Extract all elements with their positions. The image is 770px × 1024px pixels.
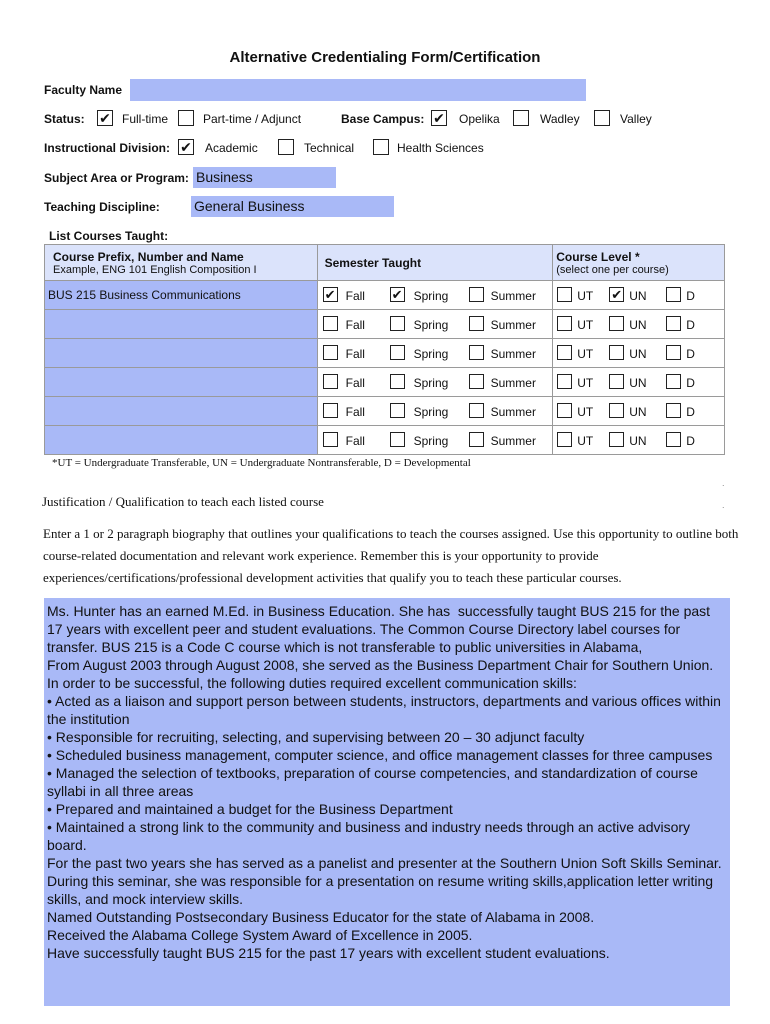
status-label: Status: [44,112,85,126]
semester-header-title: Semester Taught [324,255,422,270]
biography-line: Named Outstanding Postsecondary Business Educator for the state of Alabama in 2008. [47,909,595,925]
level-un-label: UN [629,347,647,361]
semester-summer-label: Summer [490,405,536,419]
level-un-checkbox[interactable] [609,316,624,331]
campus-valley-label: Valley [620,112,652,126]
semester-spring-checkbox[interactable]: ✔ [390,287,405,302]
level-d-label: D [686,289,695,303]
semester-fall-checkbox[interactable] [323,316,338,331]
semester-spring-checkbox[interactable] [390,432,405,447]
biography-line: • Maintained a strong link to the community and business and industry needs through an active advisory board. [47,819,694,853]
subject-field[interactable]: Business [193,167,336,188]
course-name-header [45,245,318,281]
biography-line: Have successfully taught BUS 215 for the past 17 years with excellent student evaluations. [47,945,610,961]
level-ut-checkbox[interactable] [557,345,572,360]
semester-spring-label: Spring [413,289,449,303]
level-d-checkbox[interactable] [666,287,681,302]
semester-spring-label: Spring [413,405,449,419]
semester-spring-label: Spring [413,376,449,390]
semester-cell [317,339,553,368]
level-un-checkbox[interactable]: ✔ [609,287,624,302]
level-d-checkbox[interactable] [666,316,681,331]
level-ut-label: UT [577,434,594,448]
semester-spring-checkbox[interactable] [390,316,405,331]
level-header [553,245,725,281]
level-d-label: D [686,434,695,448]
page-mark: . [722,478,725,488]
division-technical-label: Technical [304,141,355,155]
semester-summer-label: Summer [490,347,536,361]
semester-summer-checkbox[interactable] [469,316,484,331]
status-fulltime-checkbox[interactable]: ✔ [97,110,113,126]
division-label: Instructional Division: [44,141,171,155]
faculty-name-label: Faculty Name [44,83,123,97]
semester-summer-checkbox[interactable] [469,403,484,418]
semester-summer-label: Summer [490,376,536,390]
semester-summer-checkbox[interactable] [469,287,484,302]
semester-fall-checkbox[interactable]: ✔ [323,287,338,302]
course-name-header-title: Course Prefix, Number and Name [53,249,244,264]
level-cell [553,339,725,368]
level-d-label: D [686,347,695,361]
level-d-label: D [686,376,695,390]
level-footnote: *UT = Undergraduate Transferable, UN = Undergraduate Nontransferable, D = Developmental [52,457,471,469]
level-d-label: D [686,405,695,419]
courses-label: List Courses Taught: [49,229,169,243]
semester-spring-checkbox[interactable] [390,403,405,418]
semester-summer-checkbox[interactable] [469,374,484,389]
division-academic-checkbox[interactable]: ✔ [178,139,194,155]
course-name-header-example: Example, ENG 101 English Composition I [53,263,257,276]
justification-heading: Justification / Qualification to teach each listed course [42,494,324,509]
semester-cell [317,310,553,339]
semester-fall-checkbox[interactable] [323,403,338,418]
biography-line: From August 2003 through August 2008, she served as the Business Department Chair for Southern Union. In order to be successful, the following duties required excellent communication skills: [47,657,721,691]
level-d-checkbox[interactable] [666,374,681,389]
courses-header-row [45,245,725,281]
semester-summer-label: Summer [490,318,536,332]
semester-cell [317,426,553,455]
semester-fall-checkbox[interactable] [323,345,338,360]
biography-line: Ms. Hunter has an earned M.Ed. in Business Education. She has successfully taught BUS 215 for the past 17 years with excellent peer and student evaluations. The Common Course Directory label courses for transfer. BUS 215 is a Code C course which is not transferable to public universities in Alabama, [47,603,714,655]
course-name-field[interactable] [45,310,318,339]
campus-wadley-label: Wadley [540,112,580,126]
semester-summer-label: Summer [490,289,536,303]
semester-spring-checkbox[interactable] [390,374,405,389]
level-un-label: UN [629,405,647,419]
semester-fall-checkbox[interactable] [323,432,338,447]
level-d-checkbox[interactable] [666,432,681,447]
level-cell [553,310,725,339]
biography-line: • Prepared and maintained a budget for the Business Department [47,801,453,817]
semester-fall-label: Fall [345,376,365,390]
page-mark: . [722,500,725,510]
semester-cell [317,397,553,426]
course-row [45,397,725,426]
level-un-label: UN [629,318,647,332]
course-row [45,426,725,455]
semester-fall-label: Fall [345,318,365,332]
level-un-label: UN [629,289,647,303]
biography-line: Received the Alabama College System Award of Excellence in 2005. [47,927,473,943]
level-cell [553,426,725,455]
discipline-field[interactable]: General Business [191,196,394,217]
campus-opelika-checkbox[interactable]: ✔ [431,110,447,126]
biography-line: • Acted as a liaison and support person between students, instructors, departments and various offices within the institution [47,693,725,727]
semester-fall-label: Fall [345,405,365,419]
level-ut-label: UT [577,376,594,390]
course-row [45,368,725,397]
level-d-checkbox[interactable] [666,403,681,418]
course-name-field[interactable]: BUS 215 Business Communications [45,281,318,310]
semester-fall-checkbox[interactable] [323,374,338,389]
course-name-field[interactable] [45,397,318,426]
campus-valley-checkbox[interactable] [594,110,610,126]
semester-spring-label: Spring [413,318,449,332]
level-un-checkbox[interactable] [609,403,624,418]
status-fulltime-label: Full-time [122,112,169,126]
biography-line: For the past two years she has served as a panelist and presenter at the Southern Union Soft Skills Seminar. During this seminar, she was responsible for a presentation on resume writing skills,application letter writing skills, and mock interview skills. [47,855,730,907]
level-un-checkbox[interactable] [609,432,624,447]
course-row [45,310,725,339]
level-header-sub: (select one per course) [556,263,669,276]
division-health-checkbox[interactable] [373,139,389,155]
level-un-label: UN [629,376,647,390]
subject-label: Subject Area or Program: [44,171,189,185]
level-cell [553,397,725,426]
semester-spring-label: Spring [413,347,449,361]
level-un-checkbox[interactable] [609,345,624,360]
semester-spring-label: Spring [413,434,449,448]
status-parttime-label: Part-time / Adjunct [203,112,302,126]
status-parttime-checkbox[interactable] [178,110,194,126]
instructions-text: Enter a 1 or 2 paragraph biography that outlines your qualifications to teach the courses assigned. Use this opportunity to outline both course-related documentation and relevant work experience. Remember this is your opportunity to provide experiences/certifications/professional development activities that qualify you to teach these particular courses. [43,526,739,585]
level-header-title: Course Level * [556,249,640,264]
level-d-label: D [686,318,695,332]
level-cell [553,368,725,397]
semester-spring-checkbox[interactable] [390,345,405,360]
semester-summer-label: Summer [490,434,536,448]
discipline-label: Teaching Discipline: [44,200,160,214]
semester-summer-checkbox[interactable] [469,345,484,360]
level-ut-checkbox[interactable] [557,432,572,447]
campus-wadley-checkbox[interactable] [513,110,529,126]
division-technical-checkbox[interactable] [278,139,294,155]
courses-table [44,244,725,455]
level-un-checkbox[interactable] [609,374,624,389]
level-ut-label: UT [577,347,594,361]
semester-fall-label: Fall [345,434,365,448]
course-name-field[interactable] [45,368,318,397]
biography-field[interactable] [44,598,730,1006]
biography-line: • Scheduled business management, computer science, and office management classes for three campuses [47,747,713,763]
semester-fall-label: Fall [345,289,365,303]
course-row [45,339,725,368]
semester-cell [317,281,553,310]
level-ut-label: UT [577,318,594,332]
level-ut-label: UT [577,289,594,303]
division-health-label: Health Sciences [397,141,484,155]
level-ut-checkbox[interactable] [557,374,572,389]
level-ut-checkbox[interactable] [557,403,572,418]
faculty-name-field[interactable] [130,79,586,101]
biography-line: • Responsible for recruiting, selecting, and supervising between 20 – 30 adjunct faculty [47,729,585,745]
course-name-field[interactable] [45,339,318,368]
campus-opelika-label: Opelika [459,112,500,126]
base-campus-label: Base Campus: [341,112,425,126]
form-title: Alternative Credentialing Form/Certification [229,49,541,66]
level-un-label: UN [629,434,647,448]
course-row [45,281,725,310]
semester-fall-label: Fall [345,347,365,361]
level-cell [553,281,725,310]
semester-summer-checkbox[interactable] [469,432,484,447]
semester-header [317,245,553,281]
biography-line: • Managed the selection of textbooks, preparation of course competencies, and standardization of course syllabi in all three areas [47,765,702,799]
level-ut-checkbox[interactable] [557,316,572,331]
level-ut-checkbox[interactable] [557,287,572,302]
course-name-field[interactable] [45,426,318,455]
level-ut-label: UT [577,405,594,419]
level-d-checkbox[interactable] [666,345,681,360]
semester-cell [317,368,553,397]
division-academic-label: Academic [205,141,258,155]
